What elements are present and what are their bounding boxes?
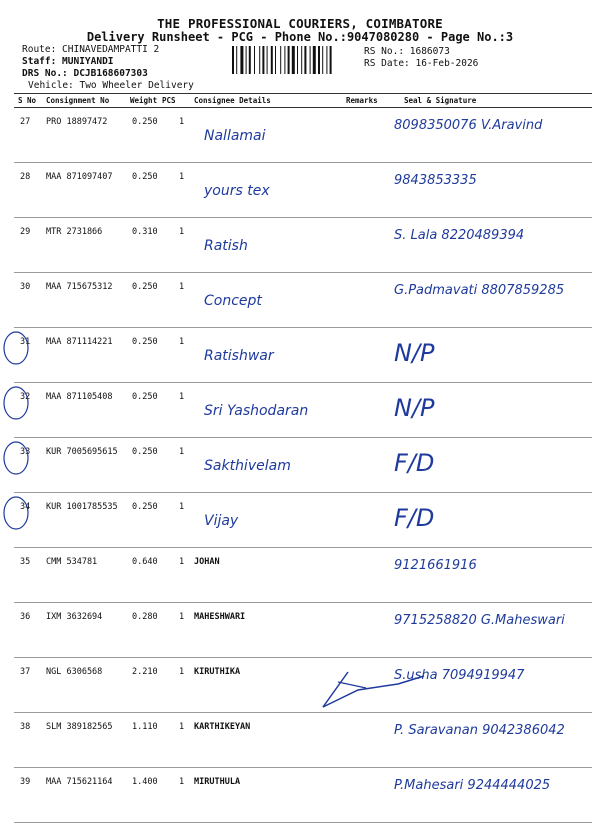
table-row <box>14 273 592 328</box>
consignment-number: MAA 715621164 <box>46 777 113 787</box>
consignment-number: MAA 871114221 <box>46 337 113 347</box>
pcs-value: 1 <box>179 777 185 787</box>
consignee-name: KARTHIKEYAN <box>194 722 251 732</box>
runsheet-subtitle: Delivery Runsheet - PCG - Phone No.:9047080280 - Page No.:3 <box>86 30 514 44</box>
row-sno: 35 <box>20 557 31 567</box>
consignment-number: KUR 7005695615 <box>46 447 118 457</box>
handwritten-signature: P. Saravanan 9042386042 <box>394 723 565 738</box>
runsheet-table <box>14 93 592 823</box>
barcode-image <box>232 46 360 74</box>
handwritten-name: Sakthivelam <box>204 458 291 474</box>
consignment-number: CMM 534781 <box>46 557 98 567</box>
consignee-name: MAHESHWARI <box>194 612 246 622</box>
consignment-number: PRO 18897472 <box>46 117 108 127</box>
table-row <box>14 218 592 273</box>
table-row <box>14 768 592 823</box>
row-sno: 31 <box>20 337 31 347</box>
handwritten-signature: 8098350076 V.Aravind <box>394 118 543 133</box>
consignee-name: JOHAN <box>194 557 220 567</box>
row-sno: 39 <box>20 777 31 787</box>
pcs-value: 1 <box>179 447 185 457</box>
table-row <box>14 493 592 548</box>
consignee-name: KIRUTHIKA <box>194 667 241 677</box>
handwritten-name: Vijay <box>204 513 239 529</box>
company-title: THE PROFESSIONAL COURIERS, COIMBATORE <box>157 16 443 31</box>
weight-value: 0.250 <box>132 502 158 512</box>
handwritten-signature: F/D <box>394 449 435 477</box>
weight-value: 0.310 <box>132 227 158 237</box>
weight-value: 0.640 <box>132 557 158 567</box>
table-row <box>14 658 592 713</box>
handwritten-signature: G.Padmavati 8807859285 <box>394 283 565 298</box>
row-sno: 29 <box>20 227 31 237</box>
handwritten-signature: P.Mahesari 9244444025 <box>394 778 551 793</box>
consignment-number: KUR 1001785535 <box>46 502 118 512</box>
table-row <box>14 603 592 658</box>
pcs-value: 1 <box>179 612 185 622</box>
pcs-value: 1 <box>179 117 185 127</box>
weight-value: 0.250 <box>132 392 158 402</box>
circle-mark-icon <box>2 440 32 480</box>
col-consignee: Consignee Details <box>194 96 271 105</box>
table-row <box>14 328 592 383</box>
route-text: Route: CHINAVEDAMPATTI 2 <box>22 44 160 55</box>
table-row <box>14 383 592 438</box>
consignment-number: MAA 871097407 <box>46 172 113 182</box>
handwritten-name: Concept <box>204 293 262 309</box>
consignment-number: SLM 389182565 <box>46 722 113 732</box>
handwritten-signature: N/P <box>394 394 435 422</box>
weight-value: 2.210 <box>132 667 158 677</box>
consignment-number: IXM 3632694 <box>46 612 103 622</box>
handwritten-signature: 9843853335 <box>394 173 477 188</box>
row-sno: 27 <box>20 117 31 127</box>
table-row <box>14 548 592 603</box>
circle-mark-icon <box>2 330 32 370</box>
row-sno: 30 <box>20 282 31 292</box>
weight-value: 0.250 <box>132 282 158 292</box>
row-sno: 37 <box>20 667 31 677</box>
table-row <box>14 108 592 163</box>
weight-value: 0.280 <box>132 612 158 622</box>
handwritten-name: yours tex <box>204 183 270 199</box>
handwritten-signature: F/D <box>394 504 435 532</box>
weight-value: 0.250 <box>132 117 158 127</box>
col-consignment: Consignment No <box>46 96 110 105</box>
pcs-value: 1 <box>179 227 185 237</box>
pcs-value: 1 <box>179 502 185 512</box>
consignment-number: MTR 2731866 <box>46 227 103 237</box>
table-row <box>14 438 592 493</box>
weight-value: 1.110 <box>132 722 158 732</box>
consignment-number: NGL 6306568 <box>46 667 103 677</box>
rs-number: RS No.: 1686073 <box>364 46 450 57</box>
rs-date: RS Date: 16-Feb-2026 <box>364 58 479 69</box>
bottom-signature-scribble <box>318 662 428 712</box>
consignment-number: MAA 871105408 <box>46 392 113 402</box>
weight-value: 1.400 <box>132 777 158 787</box>
staff-text: Staff: MUNIYANDI <box>22 56 114 67</box>
consignment-number: MAA 715675312 <box>46 282 113 292</box>
pcs-value: 1 <box>179 337 185 347</box>
row-sno: 28 <box>20 172 31 182</box>
handwritten-signature: 9715258820 G.Maheswari <box>394 613 565 628</box>
weight-value: 0.250 <box>132 172 158 182</box>
drs-number: DRS No.: DCJB168607303 <box>22 68 148 79</box>
pcs-value: 1 <box>179 392 185 402</box>
handwritten-signature: S.usha 7094919947 <box>394 668 525 683</box>
pcs-value: 1 <box>179 557 185 567</box>
handwritten-name: Sri Yashodaran <box>204 403 309 419</box>
weight-value: 0.250 <box>132 337 158 347</box>
row-sno: 36 <box>20 612 31 622</box>
pcs-value: 1 <box>179 667 185 677</box>
row-sno: 32 <box>20 392 31 402</box>
handwritten-name: Ratishwar <box>204 348 274 364</box>
pcs-value: 1 <box>179 172 185 182</box>
table-row <box>14 163 592 218</box>
col-sno: S No <box>18 96 37 105</box>
handwritten-name: Nallamai <box>204 128 266 144</box>
col-signature: Seal & Signature <box>404 96 477 105</box>
consignee-name: MIRUTHULA <box>194 777 241 787</box>
weight-value: 0.250 <box>132 447 158 457</box>
pcs-value: 1 <box>179 722 185 732</box>
circle-mark-icon <box>2 385 32 425</box>
row-sno: 33 <box>20 447 31 457</box>
pcs-value: 1 <box>179 282 185 292</box>
col-weight: Weight <box>130 96 158 105</box>
table-row <box>14 713 592 768</box>
row-sno: 34 <box>20 502 31 512</box>
handwritten-signature: S. Lala 8220489394 <box>394 228 525 243</box>
table-header <box>14 93 592 108</box>
col-remarks: Remarks <box>346 96 378 105</box>
circle-mark-icon <box>2 495 32 535</box>
vehicle-text: Vehicle: Two Wheeler Delivery <box>28 80 194 91</box>
handwritten-name: Ratish <box>204 238 248 254</box>
col-pcs: PCS <box>162 96 176 105</box>
row-sno: 38 <box>20 722 31 732</box>
handwritten-signature: N/P <box>394 339 435 367</box>
handwritten-signature: 9121661916 <box>394 558 477 573</box>
